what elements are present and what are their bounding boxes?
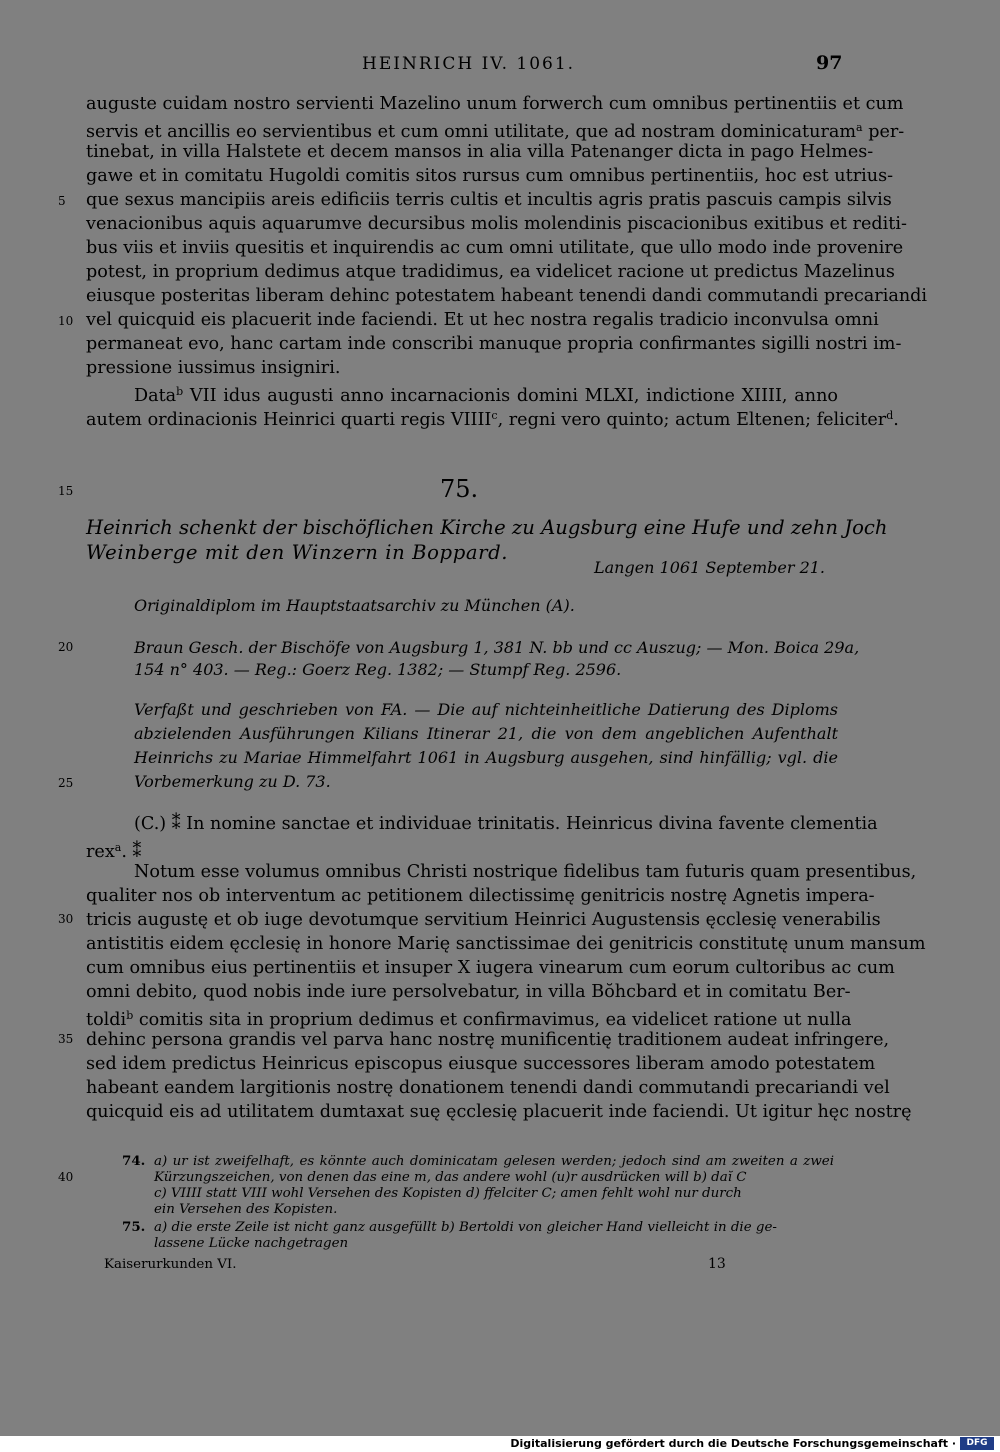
footnote-marker: d — [886, 409, 894, 422]
text-line: gawe et in comitatu Hugoldi comitis sitos rursus cum omnibus pertinentiis, hoc est utrius- — [86, 166, 894, 186]
text-line: habeant eandem largitionis nostrę donationem tenendi dandi commutandi precariandi vel — [86, 1078, 890, 1098]
invocatio-line: rex$^a$. ⁑ — [86, 841, 142, 862]
place-date: Langen 1061 September 21. — [594, 558, 826, 577]
line-number: 15 — [58, 484, 74, 498]
footnote-marker: a — [856, 121, 863, 134]
text-line: tinebat, in villa Halstete et decem mansos in alia villa Patenanger dicta in pago Helmes- — [86, 142, 874, 162]
text-line: vel quicquid eis placuerit inde faciendi. Et ut hec nostra regalis tradicio inconvulsa omni — [86, 310, 879, 330]
text-line: cum omnibus eius pertinentiis et insuper X iugera vinearum cum eorum cultoribus ac cum — [86, 958, 895, 978]
footnote-marker: b — [126, 1009, 134, 1022]
footnote-line: a) die erste Zeile ist nicht ganz ausgefüllt b) Bertoldi von gleicher Hand vielleicht in die ge- — [154, 1220, 777, 1235]
text-segment: servis et ancillis eo servientibus et cum omni utilitate, que ad nostram dominicaturam$^a$ per- — [86, 121, 905, 142]
line-number: 40 — [58, 1170, 74, 1184]
dating-line: autem ordinacionis Heinrici quarti regis VIIII$^c$, regni vero quinto; actum Eltenen; feliciter$^d$. — [86, 409, 899, 430]
running-title: HEINRICH IV. 1061. — [362, 54, 576, 74]
sheet-signature: 13 — [708, 1256, 726, 1272]
literature-line: Braun Gesch. der Bischöfe von Augsburg 1, 381 N. bb und cc Auszug; — Mon. Boica 29a, — [134, 638, 860, 657]
remark-line: Verfaßt und geschrieben von FA. — Die auf nichteinheitliche Datierung des Diploms — [134, 700, 838, 719]
remark-line: Heinrichs zu Mariae Himmelfahrt 1061 in Augsburg ausgehen, sind hinfällig; vgl. die — [134, 748, 838, 767]
text-line: sed idem predictus Heinricus episcopus eiusque successores liberam amodo potestatem — [86, 1054, 876, 1074]
series-title: Kaiserurkunden VI. — [104, 1257, 237, 1272]
footnote-marker: a — [114, 841, 122, 854]
footnote-line: Kürzungszeichen, von denen das eine m, das andere wohl (u)r ausdrücken will b) daĭ C — [154, 1170, 747, 1185]
text-line: quicquid eis ad utilitatem dumtaxat suę ęcclesię placuerit inde faciendi. Ut igitur hęc nostrę — [86, 1102, 912, 1122]
footnote-marker: c — [491, 409, 498, 422]
text-line: Notum esse volumus omnibus Christi nostrique fidelibus tam futuris quam presentibus, — [134, 862, 917, 882]
text-line: potest, in proprium dedimus atque tradidimus, ea videlicet racione ut predictus Mazelinus — [86, 262, 895, 282]
dfg-logo: DFG — [960, 1437, 994, 1450]
line-number: 30 — [58, 912, 74, 926]
text-line: tricis augustę et ob iuge devotumque servitium Heinrici Augustensis ęcclesię venerabilis — [86, 910, 881, 930]
line-number: 10 — [58, 314, 74, 328]
text-line: bus viis et inviis quesitis et inquirendis ac cum omni utilitate, que ullo modo inde provenire — [86, 238, 904, 258]
text-line: permaneat evo, hanc cartam inde conscribi manuque propria confirmantes sigilli nostri im- — [86, 334, 902, 354]
tradition-note: Originaldiplom im Hauptstaatsarchiv zu München (A). — [134, 596, 575, 615]
footnote-line: c) VIIII statt VIII wohl Versehen des Kopisten d) ffelciter C; amen fehlt wohl nur durch — [154, 1186, 742, 1201]
footnote-line: a) ur ist zweifelhaft, es könnte auch dominicatam gelesen werden; jedoch sind am zweiten a zwei — [154, 1154, 834, 1169]
text-line: dehinc persona grandis vel parva hanc nostrę munificentię traditionem audeat infringere, — [86, 1030, 890, 1050]
text-line: auguste cuidam nostro servienti Mazelino unum forwerch cum omnibus pertinentiis et cum — [86, 94, 904, 114]
footnote-line: lassene Lücke nachgetragen — [154, 1236, 349, 1251]
line-number: 20 — [58, 640, 74, 654]
text-line: venacionibus aquis aquarumve decursibus molis molendinis piscacionibus exitibus et rediti- — [86, 214, 907, 234]
dfg-credit: Digitalisierung gefördert durch die Deutsche Forschungsgemeinschaft · — [510, 1437, 956, 1450]
text-line: que sexus mancipiis areis edificiis terris cultis et incultis agris pratis pascuis campis silvis — [86, 190, 892, 210]
dating-line: Data$^b$ VII idus augusti anno incarnacionis domini MLXI, indictione XIIII, anno — [134, 385, 838, 406]
text-line: omni debito, quod nobis inde iure persolvebatur, in villa Bŏhcbard et in comitatu Ber- — [86, 982, 851, 1002]
regest-line: Weinberge mit den Winzern in Boppard. — [86, 541, 509, 564]
remark-line: Vorbemerkung zu D. 73. — [134, 772, 331, 791]
line-number: 5 — [58, 194, 66, 208]
text-line: toldi$^b$ comitis sita in proprium dedimus et confirmavimus, ea videlicet ratione ut nulla — [86, 1009, 852, 1030]
page-number: 97 — [816, 52, 843, 74]
footnote-label: 75. — [122, 1219, 146, 1235]
footnote-marker: b — [176, 385, 184, 398]
document-number: 75. — [440, 475, 479, 503]
literature-line: 154 n° 403. — Reg.: Goerz Reg. 1382; — Stumpf Reg. 2596. — [134, 660, 622, 679]
footnote-line: ein Versehen des Kopisten. — [154, 1202, 338, 1217]
footnote-label: 74. — [122, 1153, 146, 1169]
text-line: pressione iussimus insigniri. — [86, 358, 341, 378]
text-line: antistitis eidem ęcclesię in honore Marię sanctissimae dei genitricis constitutę unum mansum — [86, 934, 926, 954]
remark-line: abzielenden Ausführungen Kilians Itinerar 21, die von dem angeblichen Aufenthalt — [134, 724, 838, 743]
line-number: 35 — [58, 1032, 74, 1046]
text-line: eiusque posteritas liberam dehinc potestatem habeant tenendi dandi commutandi precariandi — [86, 286, 928, 306]
regest-line: Heinrich schenkt der bischöflichen Kirche zu Augsburg eine Hufe und zehn Joch — [86, 516, 888, 539]
line-number: 25 — [58, 776, 74, 790]
text-line: qualiter nos ob interventum ac petitionem dilectissimę genitricis nostrę Agnetis impera- — [86, 886, 875, 906]
invocatio-line: (C.) ⁑ In nomine sanctae et individuae trinitatis. Heinricus divina favente clementia — [134, 814, 878, 834]
